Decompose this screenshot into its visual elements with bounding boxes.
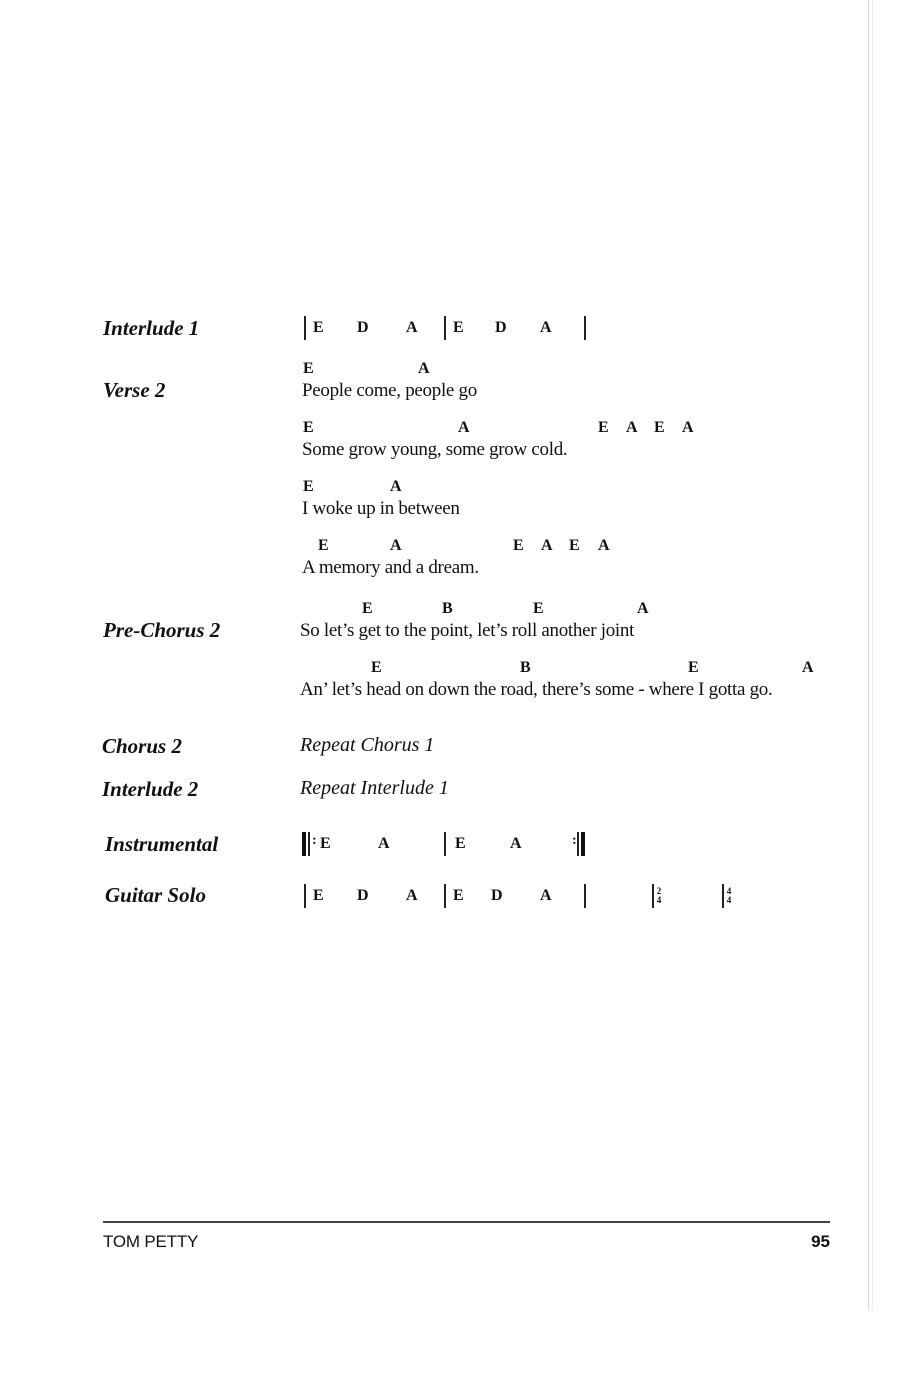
section-label-pre-chorus-2: Pre-Chorus 2: [103, 618, 221, 642]
chord: E: [533, 600, 544, 617]
barline: [444, 884, 446, 908]
barline: [577, 832, 579, 856]
chord: E: [654, 419, 665, 436]
chord: E: [513, 537, 524, 554]
chord: A: [626, 419, 638, 436]
barline: [444, 832, 446, 856]
barline: [652, 884, 654, 908]
section-label-verse-2: Verse 2: [103, 378, 166, 402]
footer-rule: [103, 1221, 830, 1223]
time-signature-top: 4: [726, 886, 732, 896]
time-signature-bottom: 4: [656, 895, 662, 905]
page-edge: [868, 0, 869, 1310]
chord: E: [569, 537, 580, 554]
chord: A: [541, 537, 553, 554]
chord: E: [598, 419, 609, 436]
lyric-line: So let’s get to the point, let’s roll another joint: [300, 620, 635, 641]
barline: [722, 884, 724, 908]
chord: A: [510, 835, 522, 852]
chord: A: [406, 887, 418, 904]
chord: B: [520, 659, 531, 676]
repeat-note: Repeat Interlude 1: [300, 777, 449, 799]
chord: E: [313, 887, 324, 904]
barline: [584, 884, 586, 908]
chord: A: [540, 887, 552, 904]
chord: A: [418, 360, 430, 377]
lyric-line: A memory and a dream.: [302, 557, 479, 578]
chord: A: [540, 319, 552, 336]
lyric-line: Some grow young, some grow cold.: [302, 439, 568, 460]
barline: [584, 316, 586, 340]
chord: E: [313, 319, 324, 336]
section-label-chorus-2: Chorus 2: [102, 734, 182, 758]
chord: D: [357, 319, 369, 336]
chord: A: [458, 419, 470, 436]
chord: A: [390, 537, 402, 554]
chord: E: [371, 659, 382, 676]
chord: A: [682, 419, 694, 436]
repeat-start-barline: [302, 832, 306, 856]
chord: E: [455, 835, 466, 852]
chord: E: [303, 478, 314, 495]
section-label-interlude-1: Interlude 1: [103, 316, 200, 340]
time-signature-top: 2: [656, 886, 662, 896]
barline: [444, 316, 446, 340]
section-label-guitar-solo: Guitar Solo: [105, 883, 206, 907]
chord: D: [357, 887, 369, 904]
section-label-instrumental: Instrumental: [105, 832, 219, 856]
chord: B: [442, 600, 453, 617]
chord: E: [318, 537, 329, 554]
section-label-interlude-2: Interlude 2: [102, 777, 199, 801]
chord: A: [802, 659, 814, 676]
page-number: 95: [811, 1232, 830, 1251]
chord: E: [688, 659, 699, 676]
lyric-line: I woke up in between: [302, 498, 460, 519]
page-edge: [872, 0, 873, 1310]
chord: E: [303, 360, 314, 377]
chord: E: [303, 419, 314, 436]
lyric-line: An’ let’s head on down the road, there’s some - where I gotta go.: [300, 679, 773, 700]
footer-artist: TOM PETTY: [103, 1232, 199, 1251]
repeat-end-barline: [581, 832, 585, 856]
barline: [304, 884, 306, 908]
chord: A: [598, 537, 610, 554]
barline: [308, 832, 310, 856]
lyric-line: People come, people go: [302, 380, 477, 401]
repeat-dots: :: [572, 833, 577, 848]
chord: A: [637, 600, 649, 617]
barline: [304, 316, 306, 340]
chord: D: [495, 319, 507, 336]
chord: A: [378, 835, 390, 852]
chord: A: [406, 319, 418, 336]
chord: E: [320, 835, 331, 852]
chord: A: [390, 478, 402, 495]
chord: E: [453, 887, 464, 904]
chord: D: [491, 887, 503, 904]
chord: E: [453, 319, 464, 336]
repeat-dots: :: [312, 833, 317, 848]
repeat-note: Repeat Chorus 1: [300, 734, 435, 756]
time-signature-bottom: 4: [726, 895, 732, 905]
chord: E: [362, 600, 373, 617]
